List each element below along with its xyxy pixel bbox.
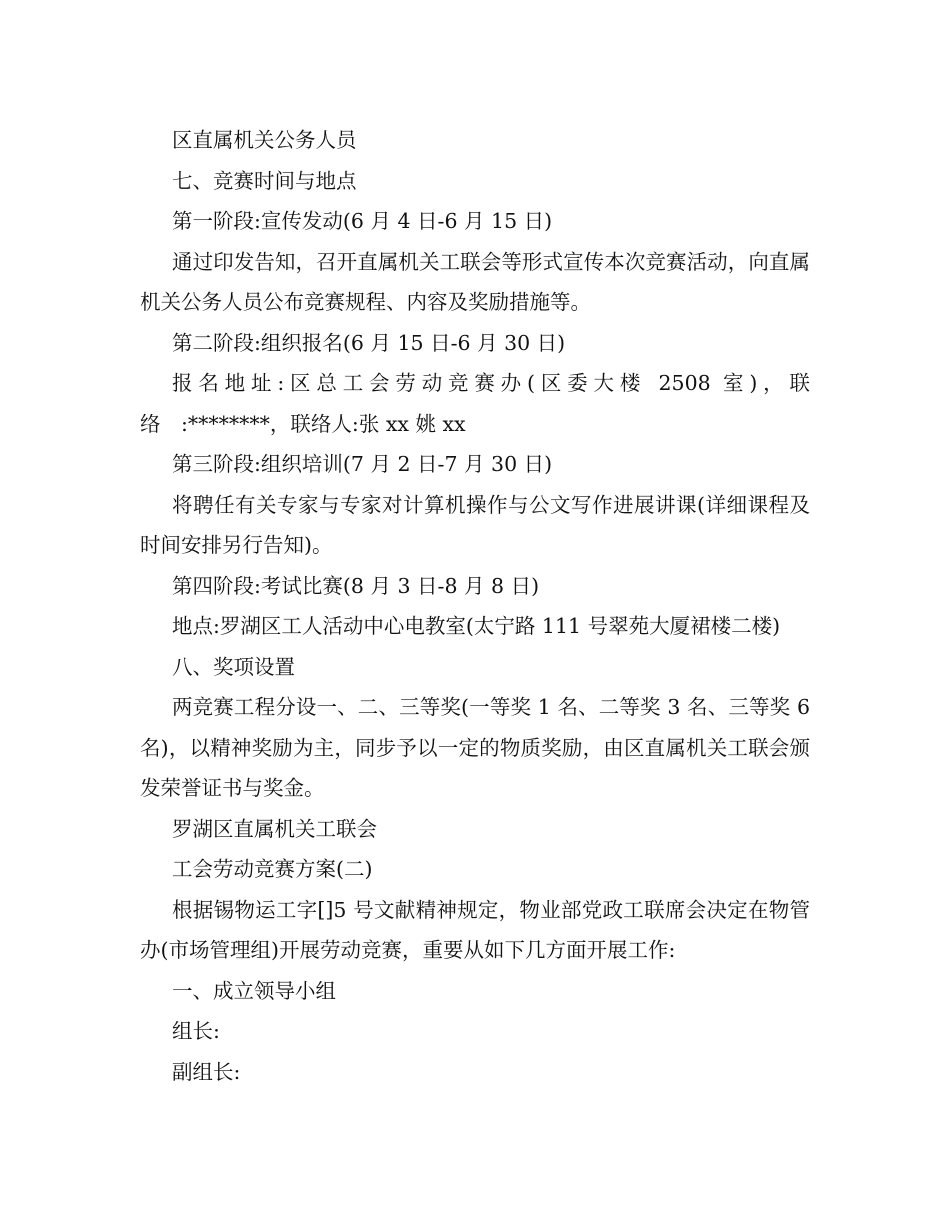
paragraph: 第三阶段:组织培训(7 月 2 日-7 月 30 日) xyxy=(172,452,553,476)
document-body xyxy=(140,120,817,1092)
paragraph: 将聘任有关专家与专家对计算机操作与公文写作进展讲课(详细课程及时间安排另行告知)。 xyxy=(140,492,810,557)
paragraph: 组长: xyxy=(172,1019,220,1043)
section-heading: 八、奖项设置 xyxy=(172,654,295,679)
paragraph: 副组长: xyxy=(172,1059,241,1084)
paragraph: 罗湖区直属机关工联会 xyxy=(172,816,377,841)
paragraph: 通过印发告知，召开直属机关工联会等形式宣传本次竞赛活动，向直属机关公务人员公布竞赛规程、内容及奖励措施等。 xyxy=(140,249,810,314)
paragraph: 第二阶段:组织报名(6 月 15 日-6 月 30 日) xyxy=(172,330,566,355)
paragraph: 地点:罗湖区工人活动中心电教室(太宁路 111 号翠苑大厦裙楼二楼) xyxy=(172,614,781,638)
paragraph: 区直属机关公务人员 xyxy=(172,128,357,152)
paragraph: 工会劳动竞赛方案(二) xyxy=(172,857,373,881)
section-heading: 一、成立领导小组 xyxy=(172,978,336,1003)
paragraph: 根据锡物运工字[]5 号文献精神规定，物业部党政工联席会决定在物管办(市场管理组)开展劳动竞赛，重要从如下几方面开展工作: xyxy=(140,897,810,962)
section-heading: 七、竞赛时间与地点 xyxy=(172,168,357,193)
paragraph: 两竞赛工程分设一、二、三等奖(一等奖 1 名、二等奖 3 名、三等奖 6 名)，以精神奖励为主，同步予以一定的物质奖励，由区直属机关工联会颁发荣誉证书与奖金。 xyxy=(140,695,817,800)
paragraph: 第一阶段:宣传发动(6 月 4 日-6 月 15 日) xyxy=(172,209,553,233)
paragraph: 报名地址:区总工会劳动竞赛办(区委大楼 2508 室)，联络 :********，联络人:张 xx 姚 xx xyxy=(140,371,810,436)
paragraph: 第四阶段:考试比赛(8 月 3 日-8 月 8 日) xyxy=(172,573,540,598)
